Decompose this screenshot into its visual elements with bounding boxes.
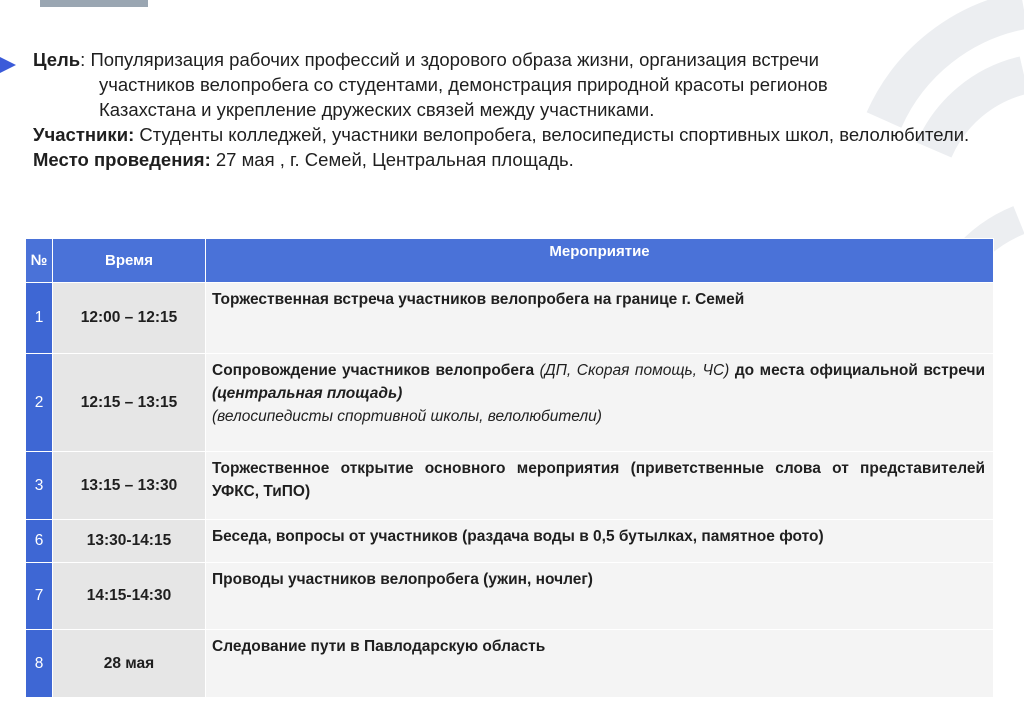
table-header-row (26, 239, 994, 283)
row-time: 14:15-14:30 (53, 563, 206, 630)
header-event: Мероприятие (206, 239, 994, 283)
row-time: 12:00 – 12:15 (53, 283, 206, 354)
goal-label: Цель (33, 49, 81, 70)
row-event: Беседа, вопросы от участников (раздача воды в 0,5 бутылках, памятное фото) (206, 520, 994, 563)
participants-paragraph (33, 122, 999, 147)
row-time: 28 мая (53, 630, 206, 698)
row-time: 13:30-14:15 (53, 520, 206, 563)
participants-text: Студенты колледжей, участники велопробега, велосипедисты спортивных школ, велолюбители. (139, 124, 970, 145)
row-num: 1 (26, 283, 53, 354)
table-row (26, 283, 994, 354)
header-num: № (26, 239, 53, 283)
row-num: 3 (26, 452, 53, 520)
event-part: (ДП, Скорая помощь, ЧС) (539, 362, 730, 379)
row-num: 7 (26, 563, 53, 630)
row-num: 8 (26, 630, 53, 698)
table-row (26, 563, 994, 630)
row-time: 12:15 – 13:15 (53, 354, 206, 452)
goal-line-2: участников велопробега со студентами, демонстрация природной красоты регионов (99, 74, 828, 95)
bullet-arrow-icon (0, 57, 16, 73)
table-row (26, 452, 994, 520)
row-num: 2 (26, 354, 53, 452)
table-row (26, 354, 994, 452)
event-part: Сопровождение участников велопробега (212, 362, 535, 379)
row-time: 13:15 – 13:30 (53, 452, 206, 520)
top-decor-bar (40, 0, 148, 7)
event-part: (центральная площадь) (212, 385, 403, 402)
participants-label: Участники: (33, 124, 135, 145)
goal-line-3: Казахстана и укрепление дружеских связей между участниками. (99, 99, 655, 120)
goal-line-1: Популяризация рабочих профессий и здорового образа жизни, организация встречи (90, 49, 819, 70)
row-event: Торжественная встреча участников велопробега на границе г. Семей (206, 283, 994, 354)
schedule-table (25, 238, 994, 698)
row-event: Проводы участников велопробега (ужин, ночлег) (206, 563, 994, 630)
table-row (26, 520, 994, 563)
intro-text (33, 47, 999, 172)
venue-text: 27 мая , г. Семей, Центральная площадь. (215, 149, 574, 170)
event-part: до места официальной встречи (734, 362, 985, 379)
venue-paragraph (33, 147, 999, 172)
row-event (206, 354, 994, 452)
table-row (26, 630, 994, 698)
venue-label: Место проведения: (33, 149, 211, 170)
row-event: Торжественное открытие основного мероприятия (приветственные слова от представителей УФКС, ТиПО) (206, 452, 994, 520)
goal-paragraph: Цель: Популяризация рабочих профессий и здорового образа жизни, организация встречи (33, 49, 819, 70)
event-part: (велосипедисты спортивной школы, велолюбители) (212, 408, 602, 425)
row-event: Следование пути в Павлодарскую область (206, 630, 994, 698)
row-num: 6 (26, 520, 53, 563)
header-time: Время (53, 239, 206, 283)
